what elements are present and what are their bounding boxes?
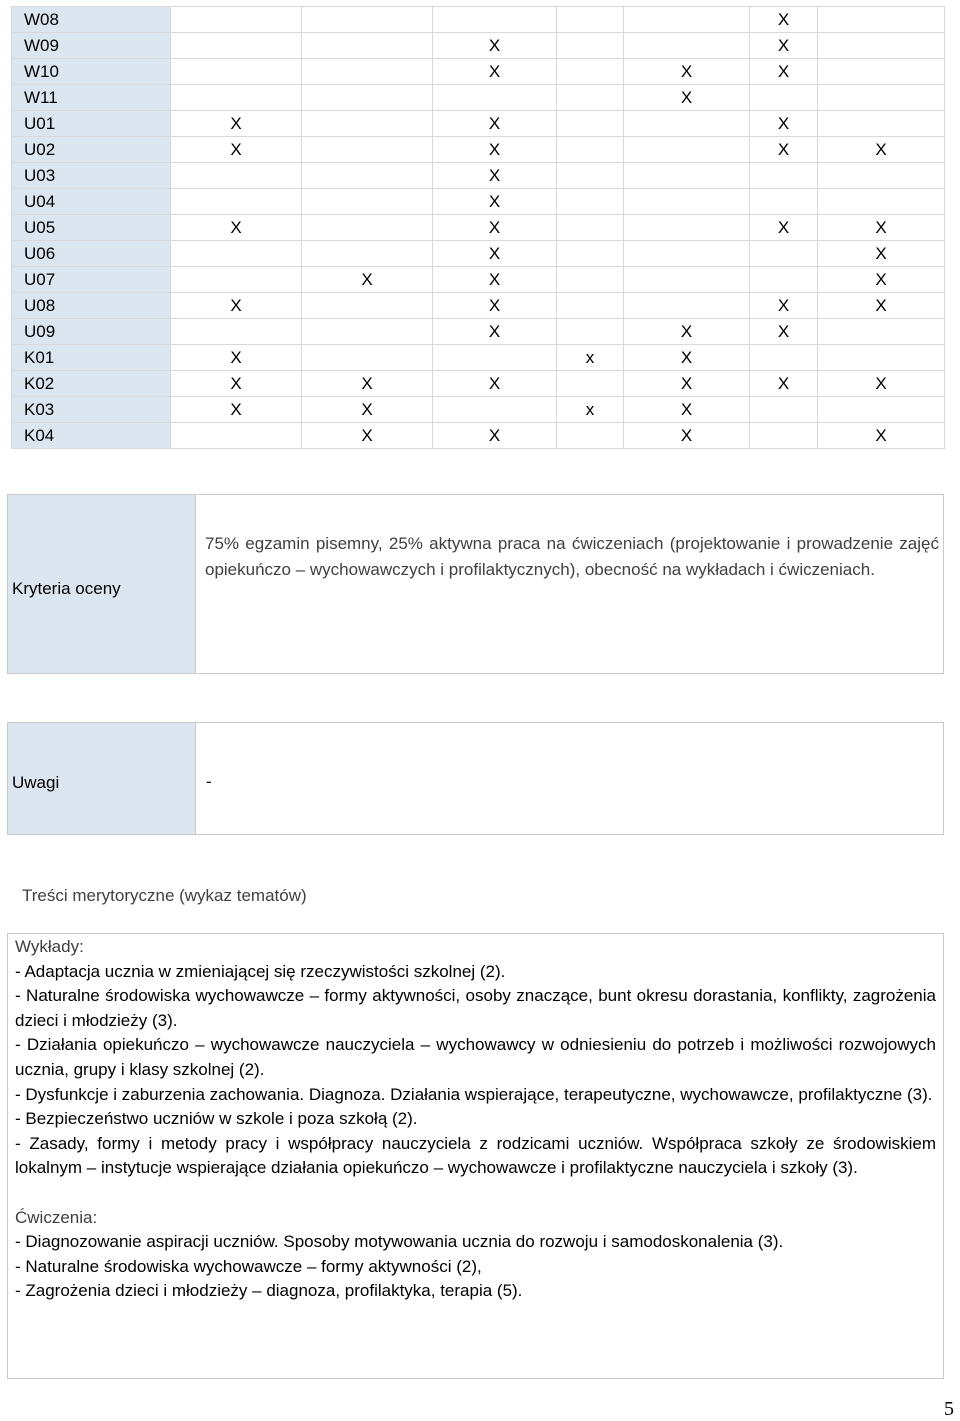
matrix-mark-cell: X — [750, 293, 818, 319]
matrix-mark-cell — [818, 7, 945, 33]
matrix-mark-cell: X — [433, 33, 557, 59]
assessment-criteria-box — [7, 494, 944, 674]
remarks-label: Uwagi — [8, 723, 196, 834]
matrix-mark-cell — [818, 59, 945, 85]
matrix-mark-cell — [624, 189, 750, 215]
matrix-mark-cell: x — [557, 345, 624, 371]
matrix-mark-cell: X — [302, 267, 433, 293]
matrix-row — [12, 163, 945, 189]
matrix-mark-cell: X — [433, 267, 557, 293]
outcome-code: U05 — [12, 215, 171, 241]
matrix-mark-cell — [557, 319, 624, 345]
outcome-code: U07 — [12, 267, 171, 293]
outcome-code: U02 — [12, 137, 171, 163]
matrix-mark-cell: X — [624, 397, 750, 423]
matrix-mark-cell: X — [171, 397, 302, 423]
matrix-mark-cell — [624, 163, 750, 189]
matrix-mark-cell — [818, 85, 945, 111]
outcome-code: U01 — [12, 111, 171, 137]
matrix-mark-cell — [433, 85, 557, 111]
matrix-mark-cell — [302, 189, 433, 215]
exercise-item: - Naturalne środowiska wychowawcze – formy aktywności (2), — [15, 1256, 482, 1276]
matrix-mark-cell: X — [750, 7, 818, 33]
matrix-mark-cell: X — [433, 241, 557, 267]
exercise-item: - Zagrożenia dzieci i młodzieży – diagnoza, profilaktyka, terapia (5). — [15, 1281, 523, 1301]
exercise-item: - Diagnozowanie aspiracji uczniów. Sposoby motywowania ucznia do rozwoju i samodoskonalenia (3). — [15, 1232, 784, 1252]
matrix-mark-cell — [433, 345, 557, 371]
matrix-mark-cell: X — [750, 215, 818, 241]
matrix-mark-cell: X — [302, 423, 433, 449]
matrix-mark-cell — [171, 423, 302, 449]
matrix-mark-cell — [750, 189, 818, 215]
matrix-mark-cell — [171, 267, 302, 293]
matrix-mark-cell: X — [750, 111, 818, 137]
matrix-row — [12, 215, 945, 241]
matrix-mark-cell — [750, 163, 818, 189]
matrix-mark-cell — [171, 163, 302, 189]
matrix-mark-cell — [302, 293, 433, 319]
matrix-mark-cell — [302, 215, 433, 241]
matrix-mark-cell — [750, 345, 818, 371]
matrix-mark-cell — [433, 397, 557, 423]
matrix-mark-cell — [750, 241, 818, 267]
matrix-mark-cell: X — [171, 215, 302, 241]
contents-heading: Treści merytoryczne (wykaz tematów) — [22, 886, 307, 905]
lectures-title: Wykłady: — [15, 937, 84, 956]
matrix-row — [12, 85, 945, 111]
matrix-row — [12, 397, 945, 423]
exercises-title: Ćwiczenia: — [15, 1207, 98, 1227]
matrix-mark-cell: X — [818, 241, 945, 267]
matrix-mark-cell — [750, 397, 818, 423]
matrix-mark-cell — [557, 423, 624, 449]
matrix-row — [12, 319, 945, 345]
matrix-mark-cell — [624, 293, 750, 319]
matrix-mark-cell — [818, 345, 945, 371]
matrix-mark-cell — [557, 85, 624, 111]
matrix-mark-cell: X — [171, 137, 302, 163]
matrix-mark-cell: X — [818, 293, 945, 319]
matrix-mark-cell — [171, 33, 302, 59]
matrix-mark-cell — [171, 319, 302, 345]
matrix-mark-cell: X — [624, 371, 750, 397]
outcome-code: U09 — [12, 319, 171, 345]
matrix-mark-cell: X — [171, 345, 302, 371]
matrix-mark-cell: X — [433, 189, 557, 215]
matrix-mark-cell: X — [171, 371, 302, 397]
matrix-mark-cell — [171, 7, 302, 33]
matrix-mark-cell — [557, 293, 624, 319]
matrix-row — [12, 111, 945, 137]
matrix-mark-cell — [818, 319, 945, 345]
lecture-item: - Zasady, formy i metody pracy i współpracy nauczyciela z rodzicami uczniów. Współpraca szkoły ze środowiskiem lokalnym – instytucje wspierające działania opiekuńczo – wychowawcze i profilaktyczne nauczyciela i szkoły (3). — [15, 1133, 936, 1178]
outcome-code: U04 — [12, 189, 171, 215]
matrix-mark-cell: X — [750, 137, 818, 163]
criteria-label: Kryteria oceny — [8, 495, 196, 673]
matrix-mark-cell — [302, 59, 433, 85]
matrix-mark-cell — [302, 111, 433, 137]
matrix-mark-cell: X — [818, 215, 945, 241]
remarks-value: - — [206, 771, 212, 791]
matrix-mark-cell — [557, 111, 624, 137]
matrix-row — [12, 189, 945, 215]
outcome-code: W09 — [12, 33, 171, 59]
matrix-mark-cell: X — [433, 59, 557, 85]
matrix-mark-cell — [818, 397, 945, 423]
matrix-mark-cell — [624, 241, 750, 267]
matrix-mark-cell — [557, 7, 624, 33]
matrix-mark-cell — [557, 33, 624, 59]
matrix-mark-cell: X — [433, 319, 557, 345]
criteria-text: 75% egzamin pisemny, 25% aktywna praca na ćwiczeniach (projektowanie i prowadzenie zajęć opiekuńczo – wychowawczych i profilaktycznych), obecność na wykładach i ćwiczeniach. — [205, 534, 939, 579]
matrix-mark-cell — [302, 319, 433, 345]
matrix-mark-cell: X — [302, 371, 433, 397]
matrix-mark-cell: X — [433, 111, 557, 137]
matrix-mark-cell: X — [433, 215, 557, 241]
criteria-content — [196, 495, 943, 673]
matrix-mark-cell: X — [818, 267, 945, 293]
matrix-mark-cell — [624, 215, 750, 241]
matrix-mark-cell — [302, 163, 433, 189]
matrix-mark-cell: X — [433, 371, 557, 397]
matrix-mark-cell: X — [624, 319, 750, 345]
matrix-row — [12, 293, 945, 319]
matrix-mark-cell — [624, 7, 750, 33]
matrix-mark-cell: X — [818, 423, 945, 449]
matrix-mark-cell: X — [624, 345, 750, 371]
matrix-mark-cell — [557, 163, 624, 189]
matrix-mark-cell: X — [750, 59, 818, 85]
matrix-mark-cell — [750, 85, 818, 111]
matrix-mark-cell: X — [624, 85, 750, 111]
matrix-mark-cell — [302, 7, 433, 33]
lecture-item: - Bezpieczeństwo uczniów w szkole i poza szkołą (2). — [15, 1109, 418, 1129]
matrix-mark-cell — [624, 111, 750, 137]
outcome-code: K01 — [12, 345, 171, 371]
matrix-mark-cell: X — [171, 293, 302, 319]
matrix-mark-cell — [624, 33, 750, 59]
outcome-code: U06 — [12, 241, 171, 267]
matrix-mark-cell — [557, 215, 624, 241]
matrix-mark-cell: x — [557, 397, 624, 423]
matrix-row — [12, 59, 945, 85]
matrix-mark-cell — [171, 241, 302, 267]
contents-box — [7, 933, 944, 1379]
matrix-row — [12, 137, 945, 163]
matrix-mark-cell — [557, 371, 624, 397]
matrix-mark-cell — [302, 137, 433, 163]
matrix-mark-cell — [818, 111, 945, 137]
matrix-mark-cell — [557, 59, 624, 85]
matrix-mark-cell — [171, 189, 302, 215]
matrix-mark-cell — [557, 189, 624, 215]
matrix-mark-cell — [302, 85, 433, 111]
outcome-code: W10 — [12, 59, 171, 85]
remarks-box — [7, 722, 944, 835]
matrix-mark-cell — [818, 189, 945, 215]
matrix-mark-cell: X — [171, 111, 302, 137]
lecture-item: - Adaptacja ucznia w zmieniającej się rzeczywistości szkolnej (2). — [15, 961, 506, 981]
matrix-row — [12, 371, 945, 397]
matrix-mark-cell — [171, 85, 302, 111]
matrix-mark-cell — [624, 267, 750, 293]
matrix-row — [12, 33, 945, 59]
outcome-code: U03 — [12, 163, 171, 189]
lecture-item: - Działania opiekuńczo – wychowawcze nauczyciela – wychowawcy w odniesieniu do potrzeb i możliwości rozwojowych ucznia, grupy i klasy szkolnej (2). — [15, 1035, 936, 1079]
matrix-row — [12, 423, 945, 449]
matrix-mark-cell: X — [818, 371, 945, 397]
page-number: 5 — [944, 1398, 954, 1420]
outcome-code: K03 — [12, 397, 171, 423]
matrix-mark-cell: X — [624, 423, 750, 449]
matrix-mark-cell: X — [433, 137, 557, 163]
matrix-mark-cell — [624, 137, 750, 163]
matrix-mark-cell — [557, 267, 624, 293]
matrix-mark-cell: X — [624, 59, 750, 85]
matrix-mark-cell — [302, 33, 433, 59]
matrix-mark-cell — [302, 345, 433, 371]
matrix-mark-cell: X — [750, 319, 818, 345]
learning-outcomes-matrix — [11, 6, 945, 449]
matrix-mark-cell: X — [433, 293, 557, 319]
section-spacer — [15, 1181, 936, 1206]
matrix-mark-cell: X — [433, 423, 557, 449]
matrix-mark-cell — [750, 423, 818, 449]
outcome-code: W11 — [12, 85, 171, 111]
matrix-mark-cell: X — [750, 33, 818, 59]
matrix-mark-cell: X — [818, 137, 945, 163]
matrix-row — [12, 241, 945, 267]
matrix-mark-cell: X — [750, 371, 818, 397]
matrix-mark-cell — [171, 59, 302, 85]
matrix-mark-cell — [818, 33, 945, 59]
matrix-mark-cell — [750, 267, 818, 293]
outcome-code: U08 — [12, 293, 171, 319]
matrix-mark-cell — [557, 137, 624, 163]
outcome-code: W08 — [12, 7, 171, 33]
matrix-mark-cell — [818, 163, 945, 189]
matrix-row — [12, 7, 945, 33]
matrix-mark-cell: X — [433, 163, 557, 189]
matrix-mark-cell — [433, 7, 557, 33]
matrix-row — [12, 345, 945, 371]
matrix-body — [12, 7, 945, 449]
outcome-code: K04 — [12, 423, 171, 449]
lecture-item: - Dysfunkcje i zaburzenia zachowania. Diagnoza. Działania wspierające, terapeutyczne, wychowawcze, profilaktyczne (3). — [15, 1084, 933, 1104]
outcome-code: K02 — [12, 371, 171, 397]
matrix-row — [12, 267, 945, 293]
matrix-mark-cell — [302, 241, 433, 267]
lecture-item: - Naturalne środowiska wychowawcze – formy aktywności, osoby znaczące, bunt okresu dorastania, konflikty, zagrożenia dzieci i młodzieży (3). — [15, 986, 936, 1030]
matrix-mark-cell — [557, 241, 624, 267]
matrix-mark-cell: X — [302, 397, 433, 423]
